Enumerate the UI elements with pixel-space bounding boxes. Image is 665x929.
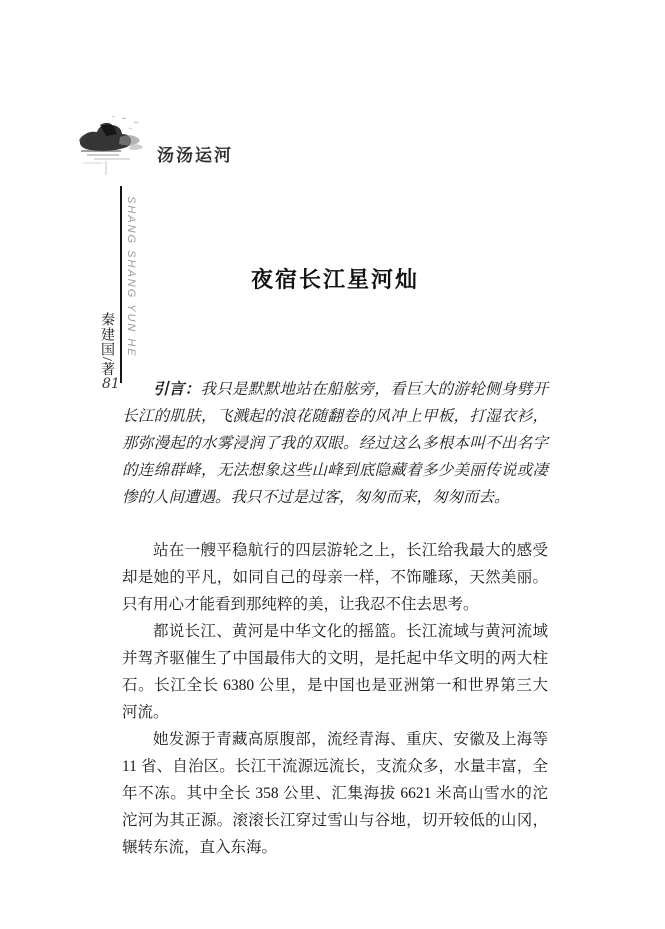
- author-name-vertical: 秦建国/著: [99, 312, 114, 377]
- chapter-title: 夜宿长江星河灿: [250, 267, 419, 292]
- body-paragraph: 站在一艘平稳航行的四层游轮之上，长江给我最大的感受却是她的平凡，如同自己的母亲一样，不饰雕琢，天然美丽。只有用心才能看到那纯粹的美，让我忍不住去思考。: [122, 542, 548, 613]
- article-content: [122, 260, 548, 861]
- intro-label: 引言：: [153, 381, 201, 398]
- body-paragraph: 她发源于青藏高原腹部，流经青海、重庆、安徽及上海等 11 省、自治区。长江干流源远流长，支流众多，水量丰富，全年不冻。其中全长 358 公里、汇集海拔 6621 米高山雪水的沱沱河为其正源。滚滚长江穿过雪山与谷地，切开较低的山冈，辗转东流，直入东海。: [122, 731, 548, 856]
- series-title: 汤汤运河: [157, 146, 233, 165]
- ink-wash-boats-icon: [72, 114, 150, 180]
- series-pinyin-vertical: SHANG SHANG YUN HE: [125, 196, 137, 358]
- intro-text: 我只是默默地站在船舷旁，看巨大的游轮侧身劈开长江的肌肤，飞溅起的浪花随翻卷的风冲上甲板，打湿衣衫，那弥漫起的水雾浸润了我的双眼。经过这么多根本叫不出名字的连绵群峰，无法想象这些山峰到底隐藏着多少美丽传说或凄惨的人间遭遇。我只不过是过客，匆匆而来，匆匆而去。: [122, 381, 548, 506]
- body-paragraph: 都说长江、黄河是中华文化的摇篮。长江流域与黄河流域并驾齐驱催生了中国最伟大的文明，是托起中华文明的两大柱石。长江全长 6380 公里，是中国也是亚洲第一和世界第三大河流。: [122, 623, 548, 721]
- intro-paragraph: [122, 376, 548, 511]
- page-number: 81: [102, 376, 120, 392]
